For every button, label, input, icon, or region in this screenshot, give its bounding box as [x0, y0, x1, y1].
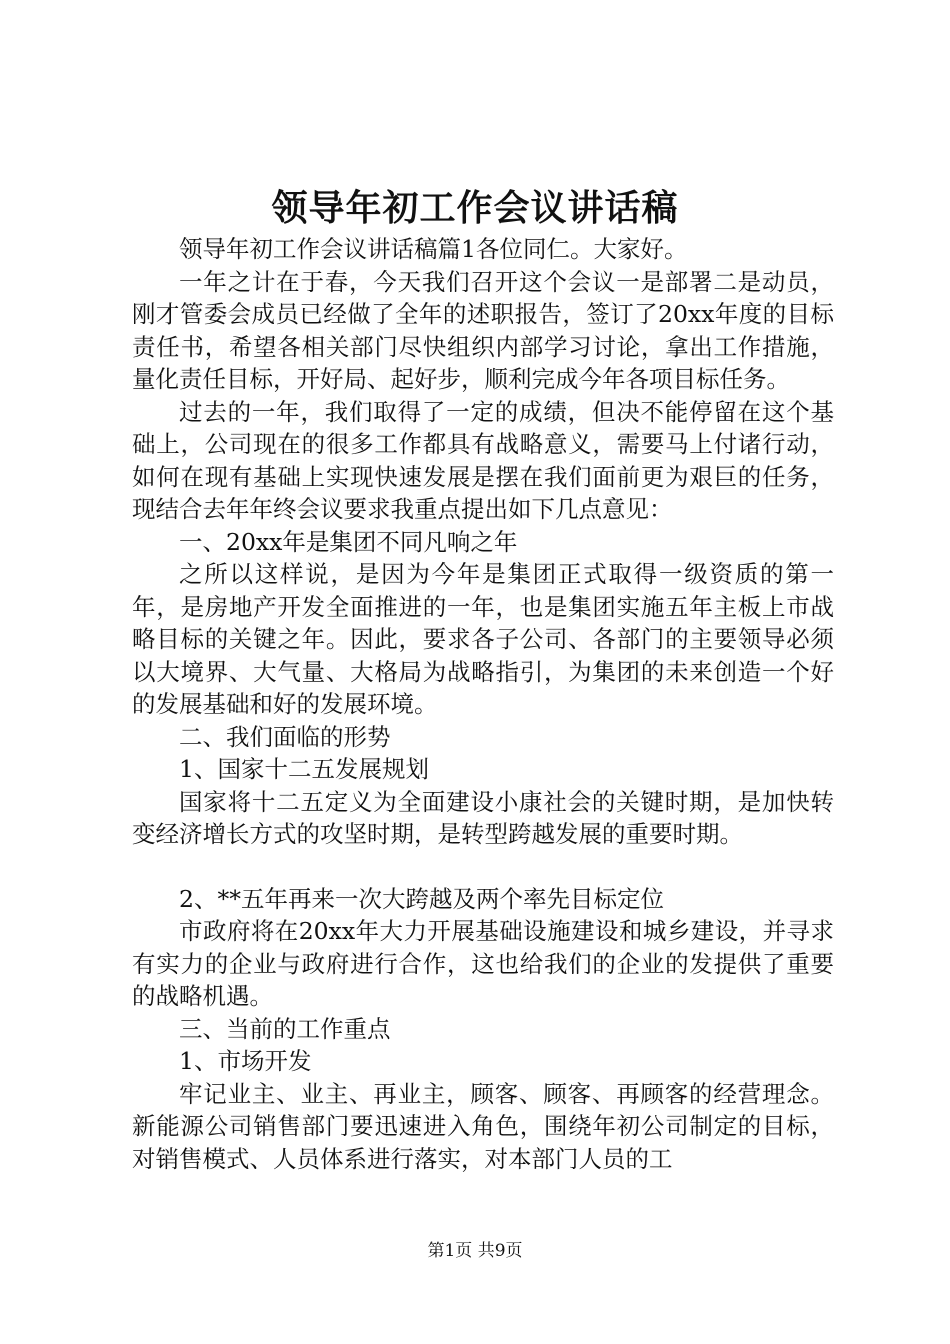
document-title: 领导年初工作会议讲话稿 [271, 187, 679, 229]
document-body [132, 233, 834, 1175]
page-footer: 第1页 共9页 [427, 1241, 523, 1261]
paragraph-spacer [132, 851, 834, 883]
section-heading: 二、我们面临的形势 [179, 722, 391, 751]
paragraph: 市政府将在20xx年大力开展基础设施建设和城乡建设，并寻求有实力的企业与政府进行合作，这也给我们的企业的发提供了重要的战略机遇。 [132, 917, 834, 1010]
paragraph: 过去的一年，我们取得了一定的成绩，但决不能停留在这个基础上，公司现在的很多工作都具有战略意义，需要马上付诸行动，如何在现有基础上实现快速发展是摆在我们面前更为艰巨的任务，现结合去年年终会议要求我重点提出如下几点意见： [132, 397, 834, 523]
paragraph: 之所以这样说，是因为今年是集团正式取得一级资质的第一年，是房地产开发全面推进的一年，也是集团实施五年主板上市战略目标的关键之年。因此，要求各子公司、各部门的主要领导必须以大境界、大气量、大格局为战略指引，为集团的未来创造一个好的发展基础和好的发展环境。 [132, 560, 834, 718]
subsection-heading: 1、市场开发 [179, 1047, 312, 1075]
section-heading: 三、当前的工作重点 [179, 1014, 391, 1043]
section-heading: 一、20xx年是集团不同凡响之年 [179, 527, 518, 556]
subsection-heading: 2、**五年再来一次大跨越及两个率先目标定位 [179, 884, 664, 913]
paragraph: 一年之计在于春，今天我们召开这个会议一是部署二是动员，刚才管委会成员已经做了全年的述职报告，签订了20xx年度的目标责任书，希望各相关部门尽快组织内部学习讨论，拿出工作措施，量化责任目标，开好局、起好步，顺利完成今年各项目标任务。 [132, 267, 834, 393]
paragraph: 国家将十二五定义为全面建设小康社会的关键时期，是加快转变经济增长方式的攻坚时期，是转型跨越发展的重要时期。 [132, 787, 834, 848]
paragraph: 牢记业主、业主、再业主，顾客、顾客、再顾客的经营理念。新能源公司销售部门要迅速进入角色，围绕年初公司制定的目标，对销售模式、人员体系进行落实，对本部门人员的工 [132, 1079, 834, 1173]
subsection-heading: 1、国家十二五发展规划 [179, 755, 429, 783]
paragraph: 领导年初工作会议讲话稿篇1各位同仁。大家好。 [179, 235, 688, 263]
